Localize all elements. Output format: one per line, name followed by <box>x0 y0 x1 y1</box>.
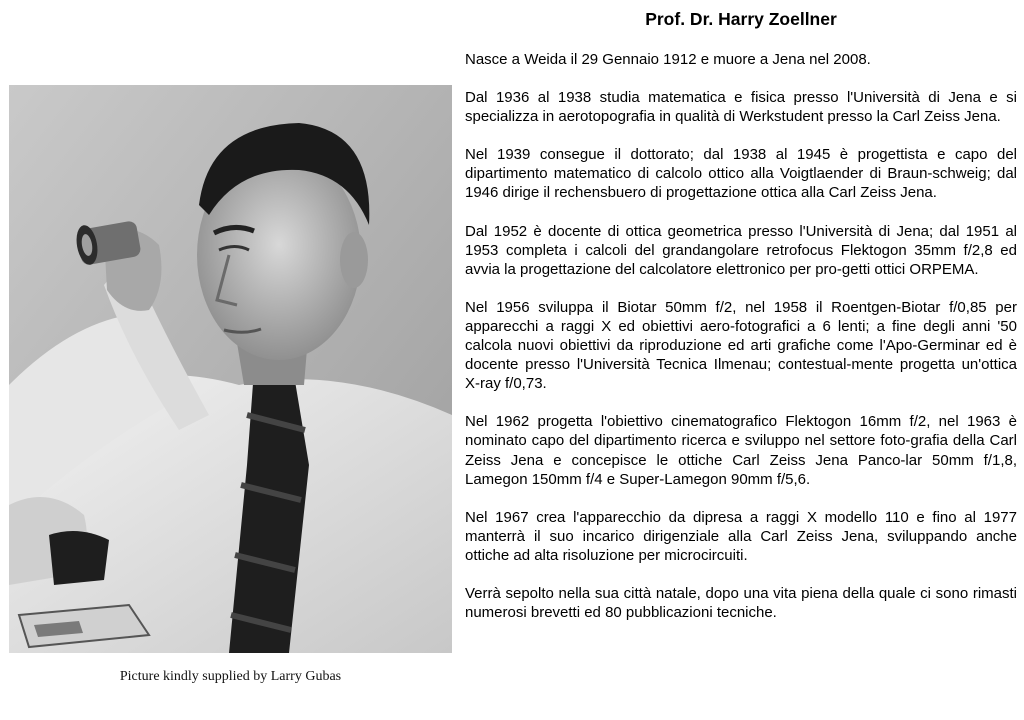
page-title: Prof. Dr. Harry Zoellner <box>645 9 837 29</box>
bio-paragraph: Nel 1956 sviluppa il Biotar 50mm f/2, nel 1958 il Roentgen-Biotar f/0,85 per apparecchi a raggi X ed obiettivi aero-fotografici a 6 lenti; a fine degli anni '50 calcola nuovi obiettivi da riproduzione ed arti grafiche come l'Apo-Germinar ed è docente presso l'Università Tecnica Ilmenau; contestual-mente progetta un'ottica X-ray f/0,73. <box>465 298 1017 393</box>
photo-caption: Picture kindly supplied by Larry Gubas <box>119 669 342 684</box>
bio-paragraph: Nel 1967 crea l'apparecchio da dipresa a raggi X modello 110 e fino al 1977 manterrà il suo incarico dirigenziale alla Carl Zeiss Jena, sviluppando anche ottiche ad alta risoluzione per microcircuiti. <box>465 508 1017 564</box>
bio-paragraph: Nel 1962 progetta l'obiettivo cinematografico Flektogon 16mm f/2, nel 1963 è nominato capo del dipartimento ricerca e sviluppo nel settore foto-grafia della Carl Zeiss Jena e concepisce le ottiche Carl Zeiss Jena Panco-lar 50mm f/1,8, Lamegon 150mm f/4 e Super-Lamegon 90mm f/5,6. <box>465 413 1017 488</box>
bio-paragraph: Dal 1952 è docente di ottica geometrica presso l'Università di Jena; dal 1951 al 1953 completa i calcoli del grandangolare retrofocus Flektogon 35mm f/2,8 ed avvia la progettazione del calcolatore elettronico per pro-getti ottici ORPEMA. <box>465 222 1017 278</box>
portrait-photo <box>9 85 452 653</box>
biography <box>465 50 1017 641</box>
bio-paragraph: Nel 1939 consegue il dottorato; dal 1938 al 1945 è progettista e capo del dipartimento matematico di calcolo ottico alla Voigtlaender di Braun-schweig; dal 1946 dirige il rechensbuero di progettazione ottica alla Carl Zeiss Jena. <box>465 146 1017 202</box>
bio-paragraph: Nasce a Weida il 29 Gennaio 1912 e muore a Jena nel 2008. <box>465 51 871 68</box>
bio-paragraph: Dal 1936 al 1938 studia matematica e fisica presso l'Università di Jena e si specializza in aerotopografia in qualità di Werkstudent presso la Carl Zeiss Jena. <box>465 89 1017 126</box>
bio-paragraph: Verrà sepolto nella sua città natale, dopo una vita piena della quale ci sono rimasti numerosi brevetti ed 80 pubblicazioni tecniche. <box>465 584 1017 622</box>
portrait-illustration <box>9 85 452 653</box>
